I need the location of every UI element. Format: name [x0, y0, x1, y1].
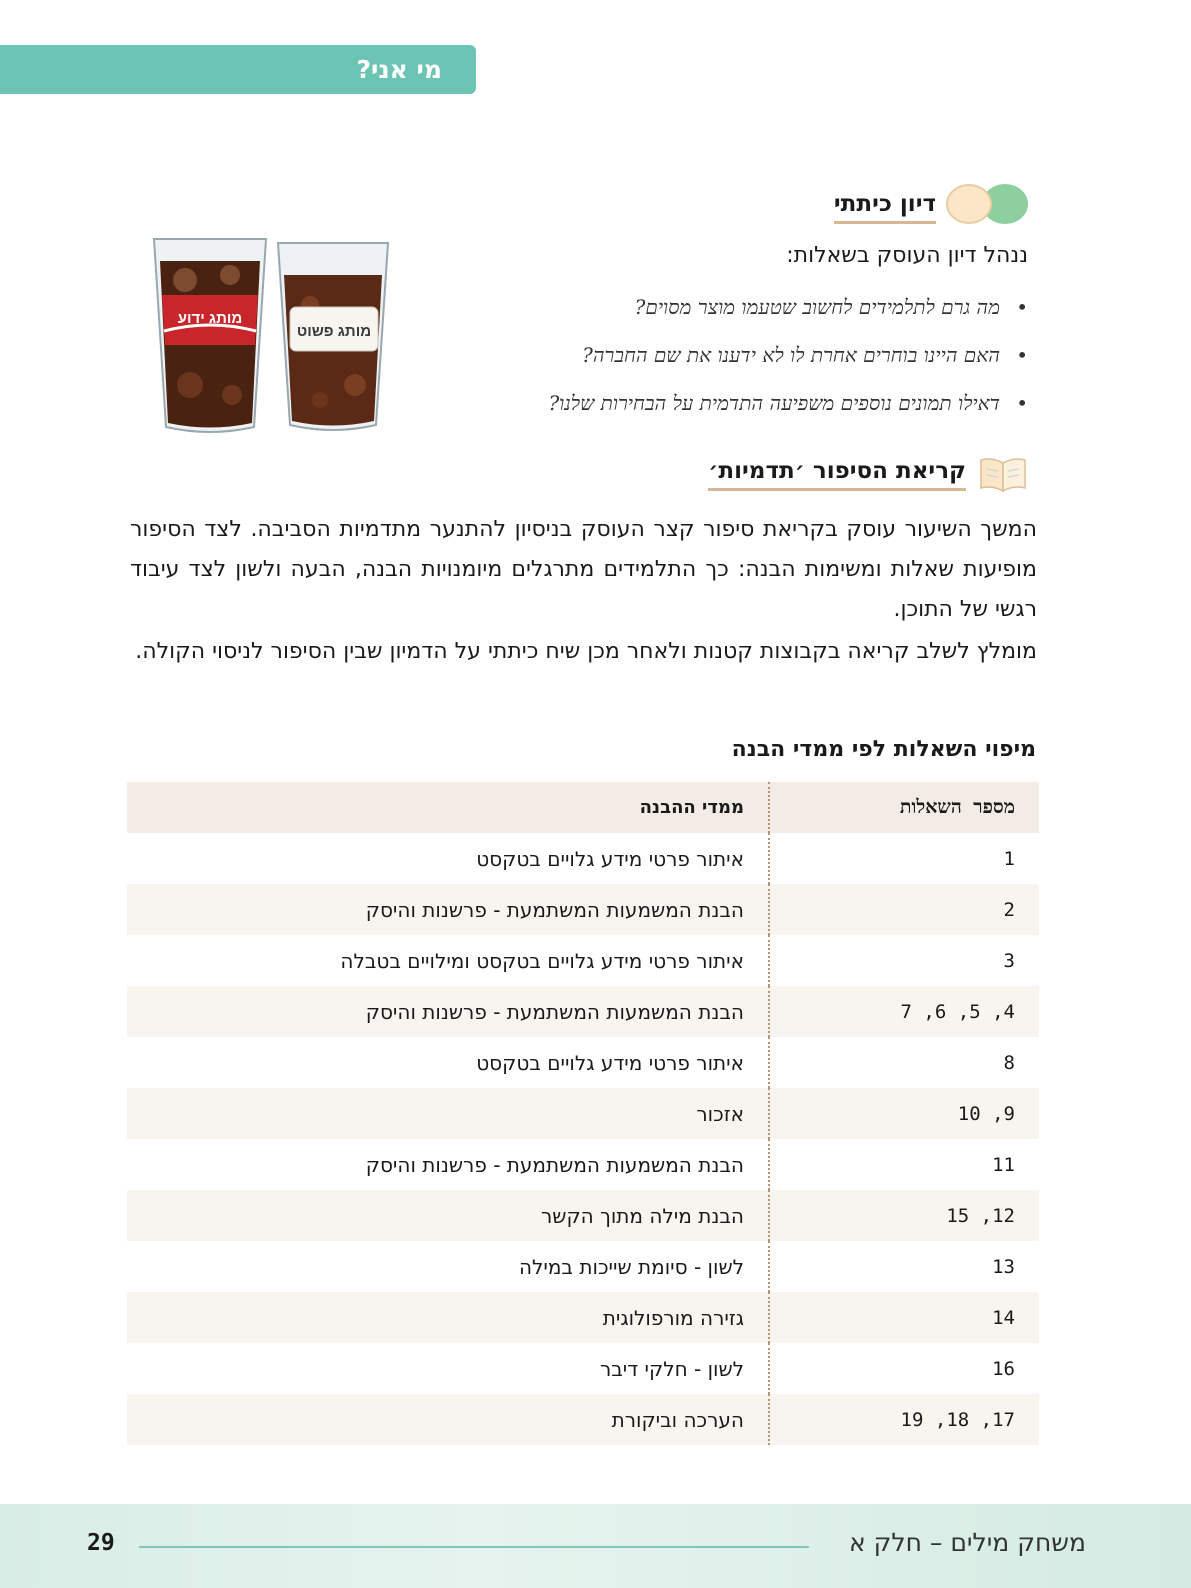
dimension-cell: איתור פרטי מידע גלויים בטקסט [127, 1037, 769, 1088]
question-numbers-cell: 12, 15 [769, 1190, 1039, 1241]
table-row [127, 1343, 1039, 1394]
question-item: • מה גרם לתלמידים לחשוב שטעמו מוצר מסוים? [300, 288, 1000, 336]
dimension-cell: איתור פרטי מידע גלויים בטקסט [127, 833, 769, 884]
table-row [127, 1037, 1039, 1088]
question-numbers-cell: 17, 18, 19 [769, 1394, 1039, 1445]
question-numbers-cell: 11 [769, 1139, 1039, 1190]
dimension-cell: הערכה וביקורת [127, 1394, 769, 1445]
question-numbers-cell: 3 [769, 935, 1039, 986]
table-header-row [127, 782, 1039, 833]
dimension-cell: לשון - חלקי דיבר [127, 1343, 769, 1394]
reading-header [708, 455, 1028, 493]
question-item: • האם היינו בוחרים אחרת לו לא ידענו את שם החברה? [300, 336, 1000, 384]
dimension-cell: איתור פרטי מידע גלויים בטקסט ומילויים בטבלה [127, 935, 769, 986]
question-numbers-cell: 4, 5, 6, 7 [769, 986, 1039, 1037]
table-row [127, 1190, 1039, 1241]
table-row [127, 833, 1039, 884]
table-row [127, 986, 1039, 1037]
question-numbers-cell: 13 [769, 1241, 1039, 1292]
table-row [127, 1241, 1039, 1292]
table-row [127, 935, 1039, 986]
question-numbers-cell: 8 [769, 1037, 1039, 1088]
column-header: ממדי ההבנה [127, 782, 769, 833]
page-footer [0, 1504, 1191, 1588]
table-row [127, 1394, 1039, 1445]
reading-paragraph: מומלץ לשלב קריאה בקבוצות קטנות ולאחר מכן שיח כיתתי על הדמיון שבין הסיפור לניסוי הקולה. [135, 639, 1037, 664]
question-numbers-cell: 2 [769, 884, 1039, 935]
section-tab: מי אני? [0, 45, 476, 94]
cola-glasses-image [150, 235, 400, 440]
column-header: מספר השאלות [769, 782, 1039, 833]
dimension-cell: גזירה מורפולוגית [127, 1292, 769, 1343]
questions-mapping-table [127, 782, 1039, 1445]
dimension-cell: הבנת המשמעות המשתמעת - פרשנות והיסק [127, 1139, 769, 1190]
table-title: מיפוי השאלות לפי ממדי הבנה [731, 737, 1036, 762]
table-row [127, 1139, 1039, 1190]
table-row [127, 1088, 1039, 1139]
glass-label-left: מותג ידוע [177, 310, 243, 327]
dimension-cell: הבנת המשמעות המשתמעת - פרשנות והיסק [127, 884, 769, 935]
dimension-cell: אזכור [127, 1088, 769, 1139]
question-item: • דאילו תמונים נוספים משפיעה התדמית על הבחירות שלנו? [300, 384, 1000, 432]
dimension-cell: הבנת מילה מתוך הקשר [127, 1190, 769, 1241]
question-numbers-cell: 9, 10 [769, 1088, 1039, 1139]
table-row [127, 884, 1039, 935]
discussion-questions [300, 288, 1028, 432]
reading-title: קריאת הסיפור ׳תדמיות׳ [708, 458, 966, 491]
discussion-header [834, 184, 1028, 230]
dimension-cell: לשון - סיומת שייכות במילה [127, 1241, 769, 1292]
question-numbers-cell: 14 [769, 1292, 1039, 1343]
open-book-icon [978, 455, 1028, 493]
footer-divider [139, 1546, 809, 1548]
question-numbers-cell: 1 [769, 833, 1039, 884]
page-number: 29 [87, 1530, 115, 1556]
book-title: משחק מילים – חלק א [849, 1528, 1086, 1557]
reading-paragraph: המשך השיעור עוסק בקריאת סיפור קצר העוסק בניסיון להתנער מתדמיות הסביבה. לצד הסיפור מופיעות שאלות ומשימות הבנה: כך התלמידים מתרגלים מיומנויות הבנה, הבעה ולשון לצד עיבוד רגשי של התוכן. [130, 517, 1037, 622]
discussion-intro: ננהל דיון העוסק בשאלות: [786, 243, 1028, 268]
glass-label-right: מותג פשוט [296, 323, 372, 340]
question-numbers-cell: 16 [769, 1343, 1039, 1394]
speech-bubbles-icon [948, 184, 1028, 230]
dimension-cell: הבנת המשמעות המשתמעת - פרשנות והיסק [127, 986, 769, 1037]
discussion-title: דיון כיתתי [834, 191, 936, 224]
table-row [127, 1292, 1039, 1343]
